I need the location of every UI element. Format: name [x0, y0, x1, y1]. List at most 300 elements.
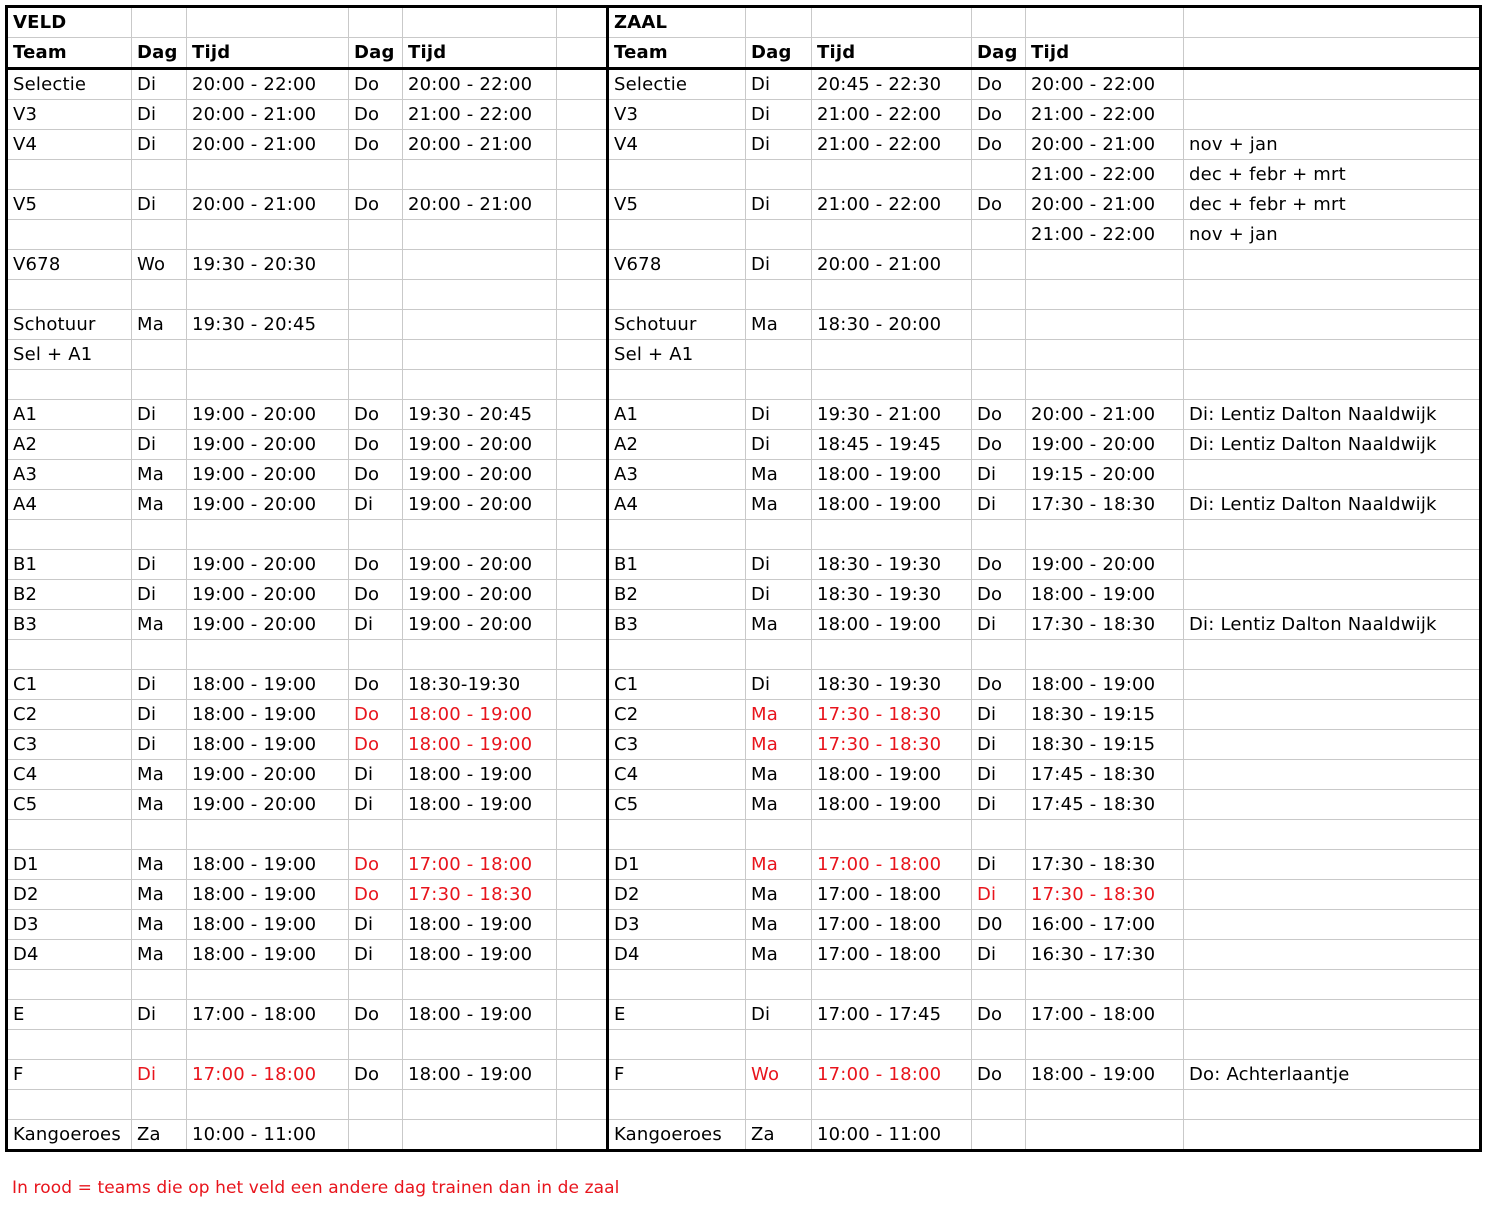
veld-team-cell[interactable]: D4 — [7, 940, 132, 970]
zaal-dag-cell[interactable]: Do — [972, 400, 1026, 430]
zaal-dag-cell[interactable]: Ma — [746, 730, 812, 760]
zaal-dag-cell[interactable] — [972, 370, 1026, 400]
zaal-tijd-cell[interactable]: 20:00 - 21:00 — [1026, 190, 1184, 220]
zaal-tijd-cell[interactable] — [812, 370, 972, 400]
veld-team-cell[interactable]: B3 — [7, 610, 132, 640]
spacer-cell[interactable] — [557, 190, 608, 220]
zaal-dag-cell[interactable]: Di — [746, 550, 812, 580]
veld-dag-cell[interactable]: Di — [132, 670, 187, 700]
zaal-tijd-cell[interactable] — [1026, 280, 1184, 310]
veld-dag-cell[interactable]: Di — [132, 700, 187, 730]
zaal-team-cell[interactable]: F — [608, 1060, 746, 1090]
zaal-dag-cell[interactable]: Di — [746, 430, 812, 460]
veld-tijd-cell[interactable] — [187, 1030, 349, 1060]
zaal-dag-cell[interactable]: Ma — [746, 910, 812, 940]
veld-tijd-cell[interactable] — [187, 220, 349, 250]
zaal-team-cell[interactable] — [608, 1030, 746, 1060]
veld-team-cell[interactable]: F — [7, 1060, 132, 1090]
zaal-dag-cell[interactable]: Di — [746, 580, 812, 610]
zaal-tijd-cell[interactable]: 21:00 - 22:00 — [1026, 160, 1184, 190]
veld-team-cell[interactable] — [7, 640, 132, 670]
veld-dag-cell[interactable]: Di — [349, 610, 403, 640]
zaal-dag-cell[interactable]: Di — [972, 460, 1026, 490]
zaal-dag-cell[interactable] — [972, 310, 1026, 340]
zaal-tijd-cell[interactable] — [1026, 310, 1184, 340]
spacer-cell[interactable] — [557, 910, 608, 940]
veld-team-cell[interactable]: B2 — [7, 580, 132, 610]
veld-team-cell[interactable] — [7, 520, 132, 550]
zaal-note-cell[interactable]: dec + febr + mrt — [1184, 190, 1481, 220]
zaal-dag-cell[interactable] — [746, 1030, 812, 1060]
zaal-dag-cell[interactable]: Di — [746, 670, 812, 700]
zaal-note-cell[interactable]: dec + febr + mrt — [1184, 160, 1481, 190]
veld-dag-cell[interactable] — [349, 340, 403, 370]
zaal-dag-cell[interactable]: Do — [972, 580, 1026, 610]
spacer-cell[interactable] — [557, 700, 608, 730]
zaal-note-cell[interactable] — [1184, 910, 1481, 940]
zaal-dag-cell[interactable] — [746, 820, 812, 850]
veld-dag-cell[interactable]: Di — [349, 490, 403, 520]
veld-dag-cell[interactable] — [132, 280, 187, 310]
veld-tijd-cell[interactable]: 18:00 - 19:00 — [187, 730, 349, 760]
zaal-dag-cell[interactable]: Di — [972, 700, 1026, 730]
zaal-tijd-cell[interactable]: 10:00 - 11:00 — [812, 1120, 972, 1151]
zaal-team-cell[interactable]: C1 — [608, 670, 746, 700]
col-header-dag[interactable]: Dag — [132, 38, 187, 69]
zaal-tijd-cell[interactable] — [812, 220, 972, 250]
veld-dag-cell[interactable]: Ma — [132, 940, 187, 970]
veld-dag-cell[interactable]: Di — [349, 910, 403, 940]
zaal-dag-cell[interactable]: Di — [972, 790, 1026, 820]
zaal-note-cell[interactable] — [1184, 340, 1481, 370]
zaal-tijd-cell[interactable]: 17:30 - 18:30 — [812, 700, 972, 730]
veld-dag-cell[interactable]: Do — [349, 69, 403, 100]
zaal-tijd-cell[interactable]: 17:30 - 18:30 — [1026, 850, 1184, 880]
veld-team-cell[interactable]: C5 — [7, 790, 132, 820]
zaal-team-cell[interactable]: A1 — [608, 400, 746, 430]
spacer-cell[interactable] — [557, 38, 608, 69]
veld-dag-cell[interactable]: Do — [349, 670, 403, 700]
zaal-team-cell[interactable]: V678 — [608, 250, 746, 280]
spacer-cell[interactable] — [557, 310, 608, 340]
veld-dag-cell[interactable]: Di — [132, 190, 187, 220]
zaal-dag-cell[interactable]: Za — [746, 1120, 812, 1151]
veld-tijd-cell[interactable]: 19:00 - 20:00 — [403, 610, 557, 640]
zaal-dag-cell[interactable] — [972, 520, 1026, 550]
veld-dag-cell[interactable] — [349, 160, 403, 190]
veld-dag-cell[interactable] — [132, 340, 187, 370]
zaal-dag-cell[interactable]: Di — [746, 190, 812, 220]
zaal-tijd-cell[interactable]: 17:00 - 18:00 — [1026, 1000, 1184, 1030]
zaal-tijd-cell[interactable]: 18:00 - 19:00 — [812, 760, 972, 790]
zaal-tijd-cell[interactable]: 17:30 - 18:30 — [1026, 490, 1184, 520]
zaal-dag-cell[interactable]: Do — [972, 550, 1026, 580]
zaal-note-cell[interactable] — [1184, 790, 1481, 820]
zaal-tijd-cell[interactable]: 20:00 - 21:00 — [1026, 400, 1184, 430]
zaal-tijd-cell[interactable]: 18:00 - 19:00 — [1026, 1060, 1184, 1090]
zaal-team-cell[interactable]: V5 — [608, 190, 746, 220]
veld-team-cell[interactable]: V3 — [7, 100, 132, 130]
veld-tijd-cell[interactable]: 17:00 - 18:00 — [187, 1000, 349, 1030]
veld-team-cell[interactable]: Schotuur — [7, 310, 132, 340]
veld-dag-cell[interactable]: Do — [349, 400, 403, 430]
spacer-cell[interactable] — [557, 250, 608, 280]
col-header-dag[interactable]: Dag — [746, 38, 812, 69]
col-header-dag[interactable]: Dag — [972, 38, 1026, 69]
zaal-team-cell[interactable] — [608, 160, 746, 190]
veld-tijd-cell[interactable]: 18:00 - 19:00 — [187, 910, 349, 940]
veld-tijd-cell[interactable] — [187, 340, 349, 370]
zaal-note-cell[interactable] — [1184, 970, 1481, 1000]
veld-tijd-cell[interactable]: 17:30 - 18:30 — [403, 880, 557, 910]
veld-team-cell[interactable]: C4 — [7, 760, 132, 790]
zaal-dag-cell[interactable]: Di — [972, 880, 1026, 910]
veld-dag-cell[interactable]: Di — [132, 550, 187, 580]
spacer-cell[interactable] — [557, 370, 608, 400]
zaal-note-cell[interactable] — [1184, 760, 1481, 790]
zaal-team-cell[interactable] — [608, 220, 746, 250]
zaal-note-cell[interactable] — [1184, 940, 1481, 970]
spacer-cell[interactable] — [557, 100, 608, 130]
zaal-tijd-cell[interactable]: 18:00 - 19:00 — [812, 490, 972, 520]
zaal-tijd-cell[interactable]: 17:45 - 18:30 — [1026, 790, 1184, 820]
zaal-tijd-cell[interactable] — [1026, 1030, 1184, 1060]
veld-tijd-cell[interactable]: 20:00 - 21:00 — [187, 190, 349, 220]
veld-dag-cell[interactable] — [132, 370, 187, 400]
zaal-team-cell[interactable]: A4 — [608, 490, 746, 520]
veld-team-cell[interactable]: Sel + A1 — [7, 340, 132, 370]
spacer-cell[interactable] — [557, 1030, 608, 1060]
zaal-note-cell[interactable]: Di: Lentiz Dalton Naaldwijk — [1184, 610, 1481, 640]
zaal-dag-cell[interactable] — [972, 1090, 1026, 1120]
veld-tijd-cell[interactable]: 18:00 - 19:00 — [187, 880, 349, 910]
veld-tijd-cell[interactable] — [403, 820, 557, 850]
zaal-team-cell[interactable]: B2 — [608, 580, 746, 610]
veld-tijd-cell[interactable] — [403, 1090, 557, 1120]
zaal-dag-cell[interactable]: Ma — [746, 310, 812, 340]
veld-team-cell[interactable] — [7, 1090, 132, 1120]
veld-dag-cell[interactable] — [132, 160, 187, 190]
veld-title[interactable]: VELD — [7, 7, 132, 38]
veld-team-cell[interactable]: A3 — [7, 460, 132, 490]
veld-tijd-cell[interactable]: 18:00 - 19:00 — [187, 850, 349, 880]
veld-team-cell[interactable]: E — [7, 1000, 132, 1030]
zaal-dag-cell[interactable] — [972, 220, 1026, 250]
veld-tijd-cell[interactable] — [187, 280, 349, 310]
zaal-note-cell[interactable]: nov + jan — [1184, 130, 1481, 160]
zaal-dag-cell[interactable] — [746, 220, 812, 250]
veld-dag-cell[interactable] — [349, 370, 403, 400]
zaal-tijd-cell[interactable] — [1026, 640, 1184, 670]
spacer-cell[interactable] — [557, 730, 608, 760]
zaal-tijd-cell[interactable] — [812, 1090, 972, 1120]
zaal-note-cell[interactable] — [1184, 640, 1481, 670]
zaal-tijd-cell[interactable] — [812, 280, 972, 310]
veld-tijd-cell[interactable] — [403, 280, 557, 310]
veld-dag-cell[interactable]: Di — [132, 130, 187, 160]
veld-dag-cell[interactable] — [349, 1090, 403, 1120]
zaal-tijd-cell[interactable] — [1026, 250, 1184, 280]
veld-tijd-cell[interactable]: 19:00 - 20:00 — [187, 460, 349, 490]
veld-tijd-cell[interactable] — [403, 160, 557, 190]
veld-dag-cell[interactable] — [349, 220, 403, 250]
zaal-dag-cell[interactable] — [746, 640, 812, 670]
zaal-team-cell[interactable] — [608, 820, 746, 850]
zaal-tijd-cell[interactable]: 20:00 - 21:00 — [1026, 130, 1184, 160]
zaal-tijd-cell[interactable]: 21:00 - 22:00 — [1026, 100, 1184, 130]
zaal-team-cell[interactable]: C3 — [608, 730, 746, 760]
veld-dag-cell[interactable]: Do — [349, 190, 403, 220]
veld-dag-cell[interactable]: Di — [349, 790, 403, 820]
zaal-team-cell[interactable] — [608, 1090, 746, 1120]
zaal-tijd-cell[interactable]: 18:45 - 19:45 — [812, 430, 972, 460]
zaal-dag-cell[interactable] — [972, 340, 1026, 370]
zaal-team-cell[interactable]: D3 — [608, 910, 746, 940]
zaal-team-cell[interactable]: C2 — [608, 700, 746, 730]
veld-team-cell[interactable] — [7, 970, 132, 1000]
zaal-tijd-cell[interactable] — [812, 340, 972, 370]
zaal-tijd-cell[interactable]: 19:30 - 21:00 — [812, 400, 972, 430]
zaal-team-cell[interactable]: B1 — [608, 550, 746, 580]
spacer-cell[interactable] — [557, 610, 608, 640]
zaal-dag-cell[interactable]: Di — [746, 69, 812, 100]
zaal-tijd-cell[interactable] — [1026, 820, 1184, 850]
zaal-dag-cell[interactable]: Di — [972, 610, 1026, 640]
veld-tijd-cell[interactable]: 18:00 - 19:00 — [403, 1060, 557, 1090]
veld-dag-cell[interactable] — [349, 820, 403, 850]
col-header-tijd[interactable]: Tijd — [187, 38, 349, 69]
zaal-note-cell[interactable] — [1184, 280, 1481, 310]
zaal-tijd-cell[interactable]: 18:30 - 20:00 — [812, 310, 972, 340]
veld-dag-cell[interactable]: Do — [349, 850, 403, 880]
veld-tijd-cell[interactable]: 18:00 - 19:00 — [403, 940, 557, 970]
veld-tijd-cell[interactable]: 20:00 - 21:00 — [403, 130, 557, 160]
spacer-cell[interactable] — [557, 820, 608, 850]
zaal-tijd-cell[interactable]: 17:00 - 18:00 — [812, 910, 972, 940]
zaal-note-cell[interactable] — [1184, 850, 1481, 880]
veld-tijd-cell[interactable] — [187, 520, 349, 550]
spacer-cell[interactable] — [557, 280, 608, 310]
zaal-dag-cell[interactable]: Do — [972, 1000, 1026, 1030]
col-header-dag[interactable]: Dag — [349, 38, 403, 69]
veld-dag-cell[interactable]: Ma — [132, 790, 187, 820]
veld-team-cell[interactable] — [7, 220, 132, 250]
zaal-note-cell[interactable] — [1184, 700, 1481, 730]
zaal-note-cell[interactable] — [1184, 250, 1481, 280]
veld-dag-cell[interactable]: Do — [349, 880, 403, 910]
veld-dag-cell[interactable]: Do — [349, 700, 403, 730]
zaal-dag-cell[interactable]: Ma — [746, 700, 812, 730]
veld-tijd-cell[interactable]: 19:30 - 20:30 — [187, 250, 349, 280]
zaal-dag-cell[interactable]: Di — [972, 490, 1026, 520]
veld-tijd-cell[interactable] — [403, 370, 557, 400]
zaal-tijd-cell[interactable] — [1026, 370, 1184, 400]
zaal-note-cell[interactable]: Di: Lentiz Dalton Naaldwijk — [1184, 490, 1481, 520]
zaal-tijd-cell[interactable] — [812, 160, 972, 190]
veld-tijd-cell[interactable]: 19:00 - 20:00 — [187, 760, 349, 790]
veld-tijd-cell[interactable]: 20:00 - 22:00 — [403, 69, 557, 100]
zaal-team-cell[interactable]: V4 — [608, 130, 746, 160]
veld-dag-cell[interactable]: Ma — [132, 910, 187, 940]
veld-dag-cell[interactable]: Do — [349, 580, 403, 610]
zaal-team-cell[interactable] — [608, 970, 746, 1000]
zaal-dag-cell[interactable]: Di — [746, 400, 812, 430]
veld-dag-cell[interactable] — [349, 310, 403, 340]
zaal-team-cell[interactable]: A3 — [608, 460, 746, 490]
zaal-dag-cell[interactable]: Ma — [746, 940, 812, 970]
veld-tijd-cell[interactable]: 18:00 - 19:00 — [403, 910, 557, 940]
veld-team-cell[interactable]: A1 — [7, 400, 132, 430]
spacer-cell[interactable] — [557, 1000, 608, 1030]
zaal-dag-cell[interactable] — [972, 820, 1026, 850]
zaal-tijd-cell[interactable]: 18:30 - 19:15 — [1026, 700, 1184, 730]
zaal-tijd-cell[interactable]: 18:00 - 19:00 — [812, 460, 972, 490]
zaal-tijd-cell[interactable] — [1026, 340, 1184, 370]
veld-tijd-cell[interactable]: 18:00 - 19:00 — [187, 700, 349, 730]
veld-dag-cell[interactable] — [132, 220, 187, 250]
zaal-dag-cell[interactable] — [972, 640, 1026, 670]
zaal-dag-cell[interactable]: Ma — [746, 460, 812, 490]
zaal-dag-cell[interactable]: Wo — [746, 1060, 812, 1090]
veld-tijd-cell[interactable]: 18:00 - 19:00 — [403, 1000, 557, 1030]
veld-tijd-cell[interactable]: 20:00 - 21:00 — [403, 190, 557, 220]
veld-team-cell[interactable]: C2 — [7, 700, 132, 730]
veld-dag-cell[interactable] — [349, 1120, 403, 1151]
zaal-team-cell[interactable]: B3 — [608, 610, 746, 640]
veld-tijd-cell[interactable]: 19:00 - 20:00 — [187, 610, 349, 640]
veld-tijd-cell[interactable]: 18:00 - 19:00 — [187, 940, 349, 970]
veld-dag-cell[interactable] — [132, 970, 187, 1000]
veld-tijd-cell[interactable] — [403, 1120, 557, 1151]
zaal-tijd-cell[interactable]: 18:00 - 19:00 — [812, 610, 972, 640]
zaal-dag-cell[interactable]: Di — [746, 130, 812, 160]
spacer-cell[interactable] — [557, 160, 608, 190]
zaal-dag-cell[interactable] — [972, 1120, 1026, 1151]
zaal-tijd-cell[interactable]: 19:00 - 20:00 — [1026, 550, 1184, 580]
zaal-dag-cell[interactable] — [746, 970, 812, 1000]
zaal-tijd-cell[interactable]: 18:30 - 19:30 — [812, 580, 972, 610]
zaal-dag-cell[interactable] — [746, 520, 812, 550]
zaal-dag-cell[interactable]: Do — [972, 430, 1026, 460]
veld-dag-cell[interactable]: Do — [349, 100, 403, 130]
zaal-team-cell[interactable] — [608, 280, 746, 310]
zaal-team-cell[interactable]: D4 — [608, 940, 746, 970]
veld-dag-cell[interactable]: Di — [132, 1060, 187, 1090]
zaal-tijd-cell[interactable]: 18:30 - 19:30 — [812, 670, 972, 700]
veld-tijd-cell[interactable]: 19:00 - 20:00 — [187, 790, 349, 820]
veld-tijd-cell[interactable] — [187, 970, 349, 1000]
zaal-dag-cell[interactable] — [746, 340, 812, 370]
zaal-note-cell[interactable]: Do: Achterlaantje — [1184, 1060, 1481, 1090]
zaal-note-cell[interactable] — [1184, 1030, 1481, 1060]
zaal-tijd-cell[interactable]: 18:00 - 19:00 — [1026, 580, 1184, 610]
veld-dag-cell[interactable] — [132, 520, 187, 550]
veld-tijd-cell[interactable] — [403, 970, 557, 1000]
zaal-note-cell[interactable] — [1184, 69, 1481, 100]
veld-tijd-cell[interactable]: 18:00 - 19:00 — [187, 670, 349, 700]
zaal-team-cell[interactable]: Kangoeroes — [608, 1120, 746, 1151]
zaal-tijd-cell[interactable]: 21:00 - 22:00 — [812, 190, 972, 220]
veld-dag-cell[interactable]: Di — [349, 940, 403, 970]
veld-dag-cell[interactable]: Ma — [132, 460, 187, 490]
zaal-team-cell[interactable] — [608, 640, 746, 670]
spacer-cell[interactable] — [557, 550, 608, 580]
veld-dag-cell[interactable] — [349, 250, 403, 280]
veld-tijd-cell[interactable]: 19:00 - 20:00 — [403, 550, 557, 580]
zaal-dag-cell[interactable]: Ma — [746, 760, 812, 790]
veld-dag-cell[interactable] — [132, 820, 187, 850]
veld-tijd-cell[interactable]: 19:00 - 20:00 — [403, 490, 557, 520]
zaal-team-cell[interactable]: D1 — [608, 850, 746, 880]
zaal-tijd-cell[interactable]: 17:00 - 17:45 — [812, 1000, 972, 1030]
veld-dag-cell[interactable]: Ma — [132, 760, 187, 790]
zaal-tijd-cell[interactable]: 21:00 - 22:00 — [812, 130, 972, 160]
veld-tijd-cell[interactable]: 19:30 - 20:45 — [187, 310, 349, 340]
veld-team-cell[interactable]: V4 — [7, 130, 132, 160]
veld-team-cell[interactable]: D3 — [7, 910, 132, 940]
veld-tijd-cell[interactable]: 19:00 - 20:00 — [187, 490, 349, 520]
zaal-dag-cell[interactable]: Do — [972, 100, 1026, 130]
veld-team-cell[interactable] — [7, 370, 132, 400]
zaal-dag-cell[interactable]: Do — [972, 1060, 1026, 1090]
veld-dag-cell[interactable]: Do — [349, 460, 403, 490]
veld-tijd-cell[interactable]: 19:00 - 20:00 — [187, 580, 349, 610]
veld-dag-cell[interactable] — [349, 970, 403, 1000]
spacer-cell[interactable] — [557, 670, 608, 700]
zaal-tijd-cell[interactable]: 20:00 - 22:00 — [1026, 69, 1184, 100]
veld-dag-cell[interactable]: Di — [132, 430, 187, 460]
zaal-dag-cell[interactable] — [972, 280, 1026, 310]
veld-team-cell[interactable]: D1 — [7, 850, 132, 880]
zaal-dag-cell[interactable]: Di — [972, 730, 1026, 760]
zaal-tijd-cell[interactable]: 16:00 - 17:00 — [1026, 910, 1184, 940]
veld-tijd-cell[interactable] — [403, 1030, 557, 1060]
zaal-dag-cell[interactable] — [746, 280, 812, 310]
veld-tijd-cell[interactable]: 19:30 - 20:45 — [403, 400, 557, 430]
zaal-note-cell[interactable] — [1184, 580, 1481, 610]
spacer-cell[interactable] — [557, 130, 608, 160]
veld-dag-cell[interactable]: Di — [132, 100, 187, 130]
zaal-team-cell[interactable]: E — [608, 1000, 746, 1030]
zaal-dag-cell[interactable]: Di — [746, 100, 812, 130]
col-header-tijd[interactable]: Tijd — [1026, 38, 1184, 69]
zaal-dag-cell[interactable]: Di — [746, 250, 812, 280]
veld-tijd-cell[interactable]: 17:00 - 18:00 — [403, 850, 557, 880]
veld-dag-cell[interactable]: Ma — [132, 310, 187, 340]
zaal-team-cell[interactable]: Schotuur — [608, 310, 746, 340]
spacer-cell[interactable] — [557, 220, 608, 250]
spacer-cell[interactable] — [557, 400, 608, 430]
veld-tijd-cell[interactable]: 19:00 - 20:00 — [403, 460, 557, 490]
veld-tijd-cell[interactable]: 18:30-19:30 — [403, 670, 557, 700]
zaal-tijd-cell[interactable]: 19:00 - 20:00 — [1026, 430, 1184, 460]
zaal-note-cell[interactable] — [1184, 730, 1481, 760]
veld-dag-cell[interactable]: Do — [349, 1060, 403, 1090]
veld-tijd-cell[interactable]: 21:00 - 22:00 — [403, 100, 557, 130]
zaal-tijd-cell[interactable] — [1026, 970, 1184, 1000]
zaal-note-cell[interactable] — [1184, 1090, 1481, 1120]
zaal-dag-cell[interactable]: Di — [746, 1000, 812, 1030]
veld-dag-cell[interactable]: Di — [132, 580, 187, 610]
veld-dag-cell[interactable]: Do — [349, 130, 403, 160]
zaal-dag-cell[interactable] — [746, 160, 812, 190]
spacer-cell[interactable] — [557, 340, 608, 370]
zaal-tijd-cell[interactable]: 18:00 - 19:00 — [812, 790, 972, 820]
veld-tijd-cell[interactable]: 19:00 - 20:00 — [187, 550, 349, 580]
spacer-cell[interactable] — [557, 69, 608, 100]
veld-tijd-cell[interactable]: 10:00 - 11:00 — [187, 1120, 349, 1151]
zaal-tijd-cell[interactable] — [812, 520, 972, 550]
